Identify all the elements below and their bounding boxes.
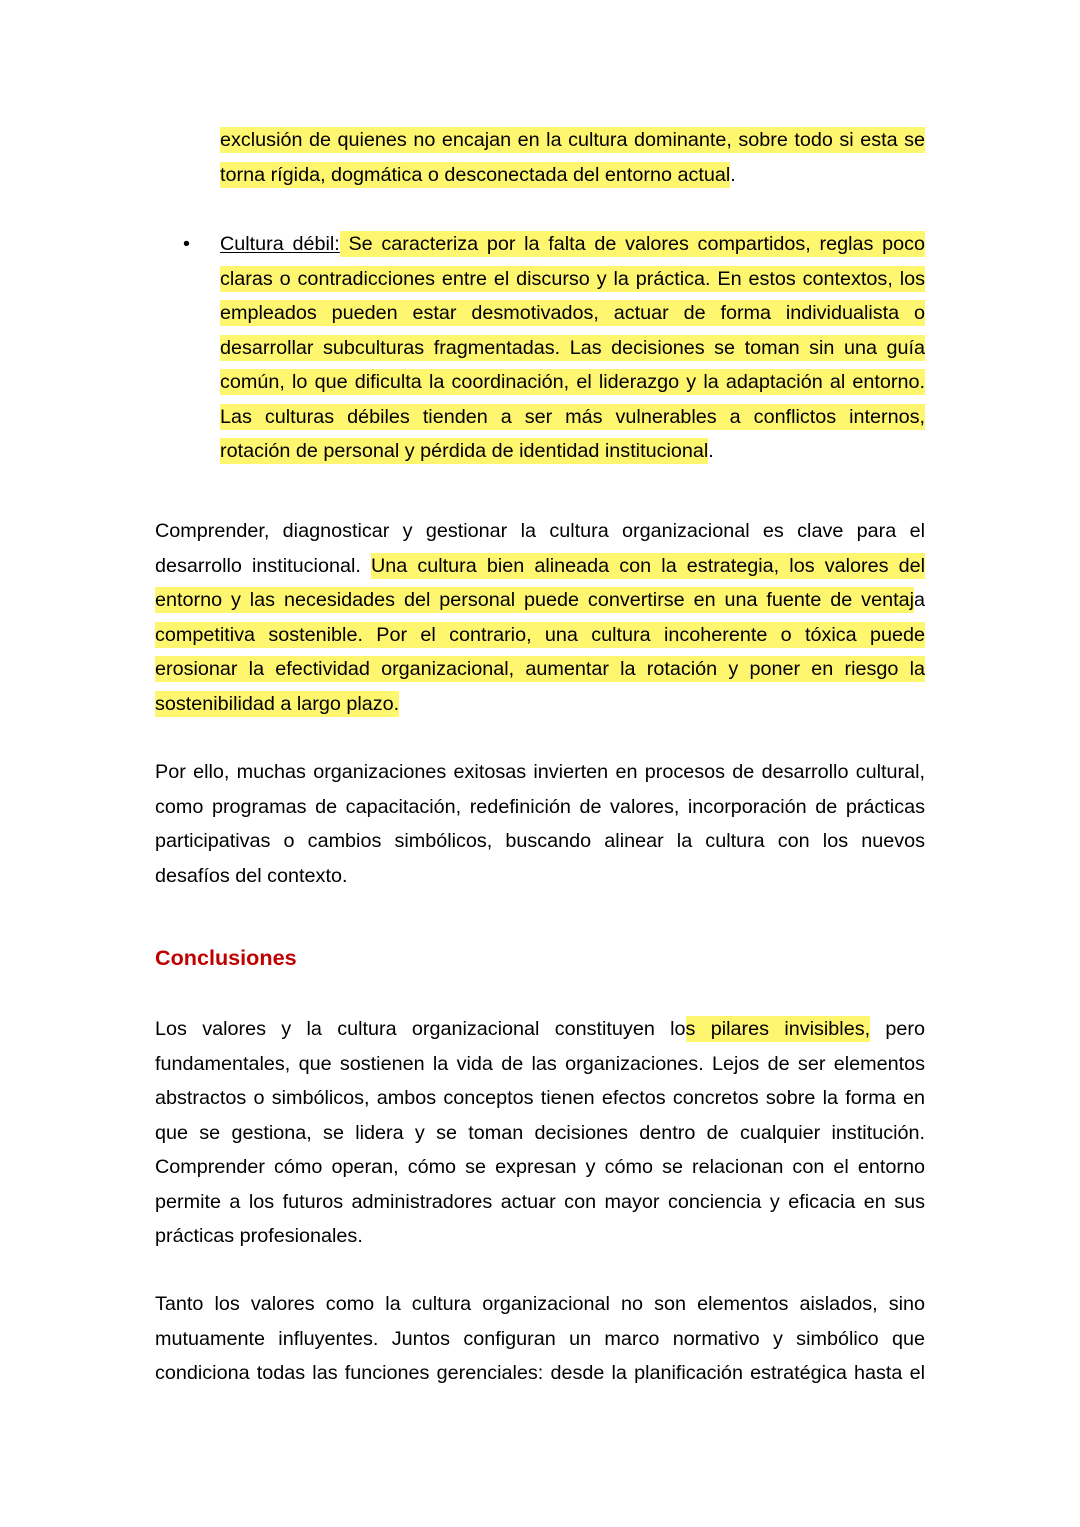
paragraph-line — [155, 1081, 925, 1116]
conclusions-paragraph-2 — [155, 1287, 925, 1391]
paragraph-line — [220, 123, 925, 158]
continuation-paragraph — [220, 123, 925, 192]
paragraph-line — [155, 1116, 925, 1151]
paragraph-line — [155, 1185, 925, 1220]
highlighted-text: erosionar la efectividad organizacional, aumentar la rotación y poner en riesgo la — [155, 658, 925, 680]
highlighted-text: sostenibilidad a largo plazo. — [155, 692, 400, 715]
underlined-term: Cultura débil: — [220, 233, 340, 255]
highlighted-text: s pilares invisibles, — [685, 1018, 871, 1040]
text-segment: desarrollo institucional. — [155, 554, 371, 577]
text-segment: . — [708, 440, 714, 462]
text-segment: Por ello, muchas organizaciones exitosas invierten en procesos de desarrollo cultural, — [155, 761, 925, 783]
paragraph-line — [155, 652, 925, 687]
paragraph-line — [155, 1287, 925, 1322]
paragraph-line — [220, 365, 925, 400]
paragraph-line — [220, 400, 925, 435]
highlighted-text: torna rígida, dogmática o desconectada del entorno actual — [220, 163, 731, 186]
paragraph-line — [220, 331, 925, 366]
highlighted-text: entorno y las necesidades del personal puede convertirse en una fuente de ventaj — [155, 589, 914, 611]
paragraph-line — [155, 859, 925, 894]
paragraph-line — [155, 687, 925, 722]
cultural-development-paragraph — [155, 755, 925, 893]
text-segment: condiciona todas las funciones gerenciales: desde la planificación estratégica hasta el — [155, 1362, 925, 1384]
text-segment: abstractos o simbólicos, ambos conceptos tienen efectos concretos sobre la forma en — [155, 1087, 925, 1109]
paragraph-line — [155, 583, 925, 618]
highlighted-text: empleados pueden estar desmotivados, actuar de forma individualista o — [220, 302, 925, 324]
highlighted-text: desarrollar subculturas fragmentadas. Las decisiones se toman sin una guía — [220, 336, 925, 359]
culture-management-paragraph — [155, 514, 925, 721]
paragraph-line — [155, 1322, 925, 1357]
text-segment: a — [913, 589, 925, 611]
highlighted-text: competitiva sostenible. Por el contrario, una cultura incoherente o tóxica puede — [155, 623, 925, 646]
paragraph-line — [155, 618, 925, 653]
paragraph-line — [220, 434, 925, 469]
text-segment: Tanto los valores como la cultura organizacional no son elementos aislados, sino — [155, 1293, 925, 1315]
highlighted-text: Se caracteriza por la falta de valores compartidos, reglas poco — [339, 233, 925, 255]
text-segment: que se gestiona, se lidera y se toman decisiones dentro de cualquier institución. — [155, 1121, 925, 1144]
text-segment: Comprender, diagnosticar y gestionar la cultura organizacional es clave para el — [155, 520, 925, 542]
text-segment: mutuamente influyentes. Juntos configuran un marco normativo y simbólico que — [155, 1327, 925, 1350]
conclusions-paragraph-1 — [155, 1012, 925, 1254]
highlighted-text: exclusión de quienes no encajan en la cultura dominante, sobre todo si esta se — [220, 129, 925, 151]
text-segment: permite a los futuros administradores actuar con mayor conciencia y eficacia en sus — [155, 1190, 925, 1213]
paragraph-line — [155, 1356, 925, 1391]
paragraph-line — [155, 1150, 925, 1185]
paragraph-line — [220, 262, 925, 297]
paragraph-line — [155, 549, 925, 584]
conclusions-heading: Conclusiones — [155, 945, 297, 970]
text-segment: prácticas profesionales. — [155, 1225, 363, 1247]
text-segment: desafíos del contexto. — [155, 864, 348, 887]
weak-culture-bullet-item — [220, 227, 925, 469]
text-segment: . — [730, 163, 736, 186]
paragraph-line — [155, 1219, 925, 1254]
paragraph-line — [155, 755, 925, 790]
paragraph-line — [220, 296, 925, 331]
paragraph-line — [155, 1012, 925, 1047]
paragraph-line — [220, 227, 925, 262]
paragraph-line — [155, 514, 925, 549]
text-segment: pero — [870, 1018, 925, 1040]
text-segment: fundamentales, que sostienen la vida de las organizaciones. Lejos de ser elementos — [155, 1052, 925, 1075]
text-segment: Los valores y la cultura organizacional constituyen lo — [155, 1018, 686, 1040]
highlighted-text: rotación de personal y pérdida de identidad institucional — [220, 440, 709, 462]
text-segment: participativas o cambios simbólicos, buscando alinear la cultura con los nuevos — [155, 830, 925, 852]
highlighted-text: Las culturas débiles tienden a ser más vulnerables a conflictos internos, — [220, 405, 925, 428]
highlighted-text: Una cultura bien alineada con la estrategia, los valores del — [370, 554, 925, 577]
paragraph-line — [155, 790, 925, 825]
highlighted-text: común, lo que dificulta la coordinación, el liderazgo y la adaptación al entorno. — [220, 371, 925, 393]
paragraph-line — [155, 1047, 925, 1082]
paragraph-line — [155, 824, 925, 859]
bullet-marker: • — [183, 233, 190, 255]
text-segment: como programas de capacitación, redefinición de valores, incorporación de prácticas — [155, 795, 925, 818]
highlighted-text: claras o contradicciones entre el discurso y la práctica. En estos contextos, los — [220, 267, 925, 290]
paragraph-line — [220, 158, 925, 193]
text-segment: Comprender cómo operan, cómo se expresan y cómo se relacionan con el entorno — [155, 1156, 925, 1178]
